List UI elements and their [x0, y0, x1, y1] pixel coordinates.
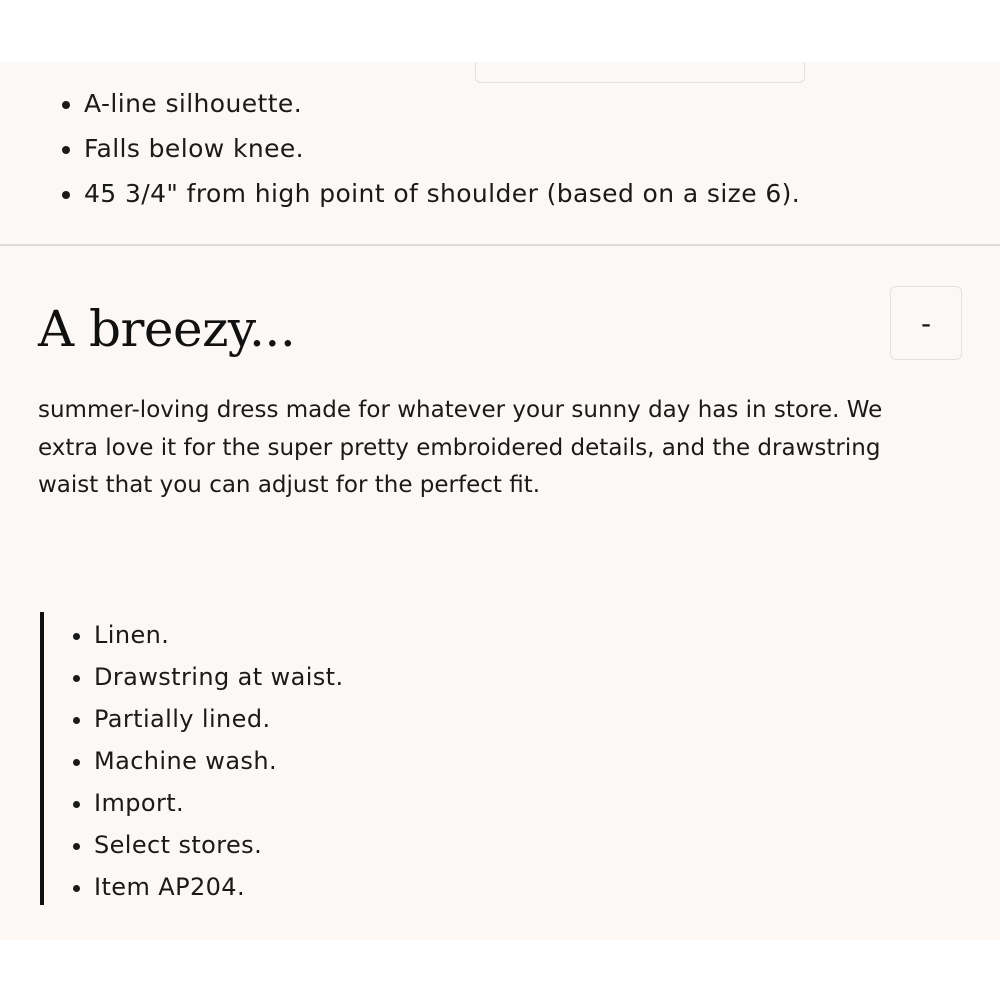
- list-item: • Partially lined.: [94, 696, 440, 738]
- list-item: • Item AP204.: [94, 864, 440, 906]
- collapse-toggle-button[interactable]: -: [890, 286, 962, 360]
- list-item: • A-line silhouette.: [84, 84, 800, 129]
- section-divider: [0, 244, 1000, 246]
- list-item: • 45 3/4" from high point of shoulder (based on a size 6).: [84, 174, 800, 219]
- product-description: summer-loving dress made for whatever your sunny day has in store. We extra love it for the super pretty embroidered details, and the drawstring waist that you can adjust for the perfect fit.: [38, 397, 883, 498]
- fit-details-list: [36, 84, 800, 219]
- product-details-block: [40, 612, 440, 905]
- list-item: • Drawstring at waist.: [94, 654, 440, 696]
- list-item: • Falls below knee.: [84, 129, 800, 174]
- section-heading: A breezy...: [38, 300, 296, 358]
- list-item: • Linen.: [94, 612, 440, 654]
- list-item: • Select stores.: [94, 822, 440, 864]
- collapsed-tab-edge[interactable]: [475, 62, 805, 83]
- list-item: • Import.: [94, 780, 440, 822]
- product-details-list: [44, 612, 440, 906]
- list-item: • Machine wash.: [94, 738, 440, 780]
